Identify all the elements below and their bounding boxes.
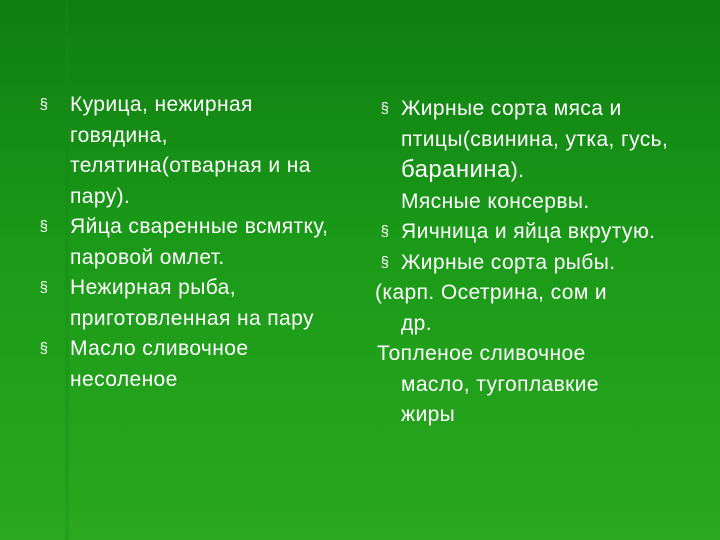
bullet-icon: § [39,279,49,296]
list-item [365,248,695,279]
item-text: Масло сливочное несоленое [70,337,249,391]
item-text: Яичница и яйца вкрутую. [401,220,656,243]
item-text-emphasis: баранина [401,156,511,183]
list-item [30,334,330,395]
paren-text: (карп. Осетрина, сом и [375,281,608,304]
list-item [365,217,695,248]
item-text-suffix: ). [510,159,525,182]
item-text: Курица, нежирная говядина, телятина(отварная и на пару). [70,93,311,208]
bullet-icon: § [39,96,49,113]
butter-line-1: Топленое сливочное [377,342,586,365]
butter-line-3: жиры [401,403,456,426]
list-item [365,94,695,217]
item-text: Нежирная рыба, приготовленная на пару [70,276,314,330]
butter-line-2: масло, тугоплавкие [401,372,599,396]
item-text: Яйца сваренные всмятку, паровой омлет. [70,215,329,269]
item-text: Жирные сорта рыбы. [401,250,616,274]
bullet-icon: § [380,253,390,271]
bullet-icon: § [380,223,390,240]
bullet-icon: § [39,218,49,235]
bullet-icon: § [39,340,49,357]
list-item [30,273,330,334]
paren-continuation: др. [401,311,432,335]
list-item [30,90,330,212]
list-item [30,212,330,273]
item-text: Жирные сорта мяса и птицы(свинина, утка, гусь, [401,97,669,151]
right-column [365,94,695,431]
item-text-extra: Мясные консервы. [401,189,590,213]
bullet-icon: § [380,100,390,117]
left-column [30,90,330,395]
